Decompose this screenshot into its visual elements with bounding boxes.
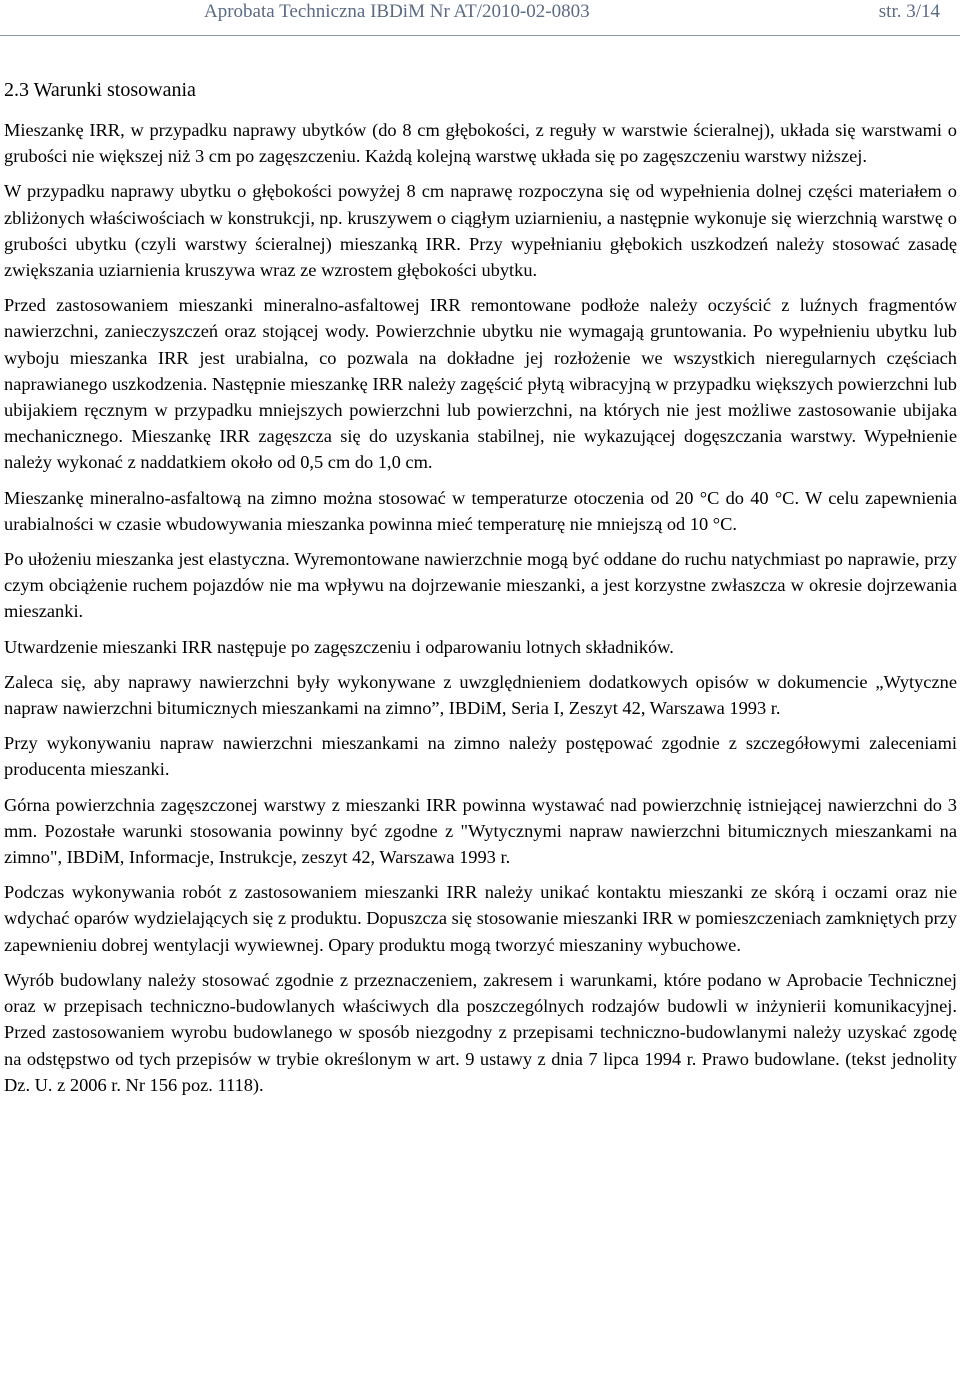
paragraph: Mieszankę IRR, w przypadku naprawy ubytków (do 8 cm głębokości, z reguły w warstwie ścieralnej), układa się warstwami o grubości nie większej niż 3 cm po zagęszczeniu. Każdą kolejną warstwę układa się po zagęszczeniu warstwy niższej. <box>4 120 957 167</box>
paragraph: Podczas wykonywania robót z zastosowaniem mieszanki IRR należy unikać kontaktu mieszanki ze skórą i oczami oraz nie wdychać oparów wydzielających się z produktu. Dopuszcza się stosowanie mieszanki IRR w pomieszczeniach zamkniętych przy zapewnieniu dobrej wentylacji wywiewnej. Opary produktu mogą tworzyć mieszaniny wybuchowe. <box>4 882 957 955</box>
paragraph: Górna powierzchnia zagęszczonej warstwy z mieszanki IRR powinna wystawać nad powierzchnię istniejącej nawierzchni do 3 mm. Pozostałe warunki stosowania powinny być zgodne z "Wytycznymi napraw nawierzchni bitumicznych mieszankami na zimno", IBDiM, Informacje, Instrukcje, zeszyt 42, Warszawa 1993 r. <box>4 794 957 868</box>
paragraph: Wyrób budowlany należy stosować zgodnie z przeznaczeniem, zakresem i warunkami, które podano w Aprobacie Technicznej oraz w przepisach techniczno-budowlanych właściwych dla poszczególnych rodzajów budowli w inżynierii komunikacyjnej. Przed zastosowaniem wyrobu budowlanego w sposób niezgodny z przepisami techniczno-budowlanymi należy uzyskać zgodę na odstępstwo od tych przepisów w trybie określonym w art. 9 ustawy z dnia 7 lipca 1994 r. Prawo budowlane. (tekst jednolity Dz. U. z 2006 r. Nr 156 poz. 1118). <box>4 969 957 1095</box>
header-title: Aprobata Techniczna IBDiM Nr AT/2010-02-0803 <box>204 1 590 22</box>
paragraph: Po ułożeniu mieszanka jest elastyczna. Wyremontowane nawierzchnie mogą być oddane do ruchu natychmiast po naprawie, przy czym obciążenie ruchem pojazdów nie ma wpływu na dojrzewanie mieszanki, a jest korzystne zwłaszcza w okresie dojrzewania mieszanki. <box>4 549 957 622</box>
page-number: str. 3/14 <box>878 1 940 22</box>
page-header <box>0 0 960 36</box>
paragraph: W przypadku naprawy ubytku o głębokości powyżej 8 cm naprawę rozpoczyna się od wypełnienia dolnej części materiałem o zbliżonych właściwościach w konstrukcji, np. kruszywem o ciągłym uziarnieniu, a następnie wykonuje się wierzchnią warstwę o grubości ubytku (czyli warstwy ścieralnej) mieszanką IRR. Przy wypełnianiu głębokich uszkodzeń należy stosować zasadę zwiększania uziarnienia kruszywa wraz ze wzrostem głębokości ubytku. <box>4 181 957 281</box>
paragraph: Zaleca się, aby naprawy nawierzchni były wykonywane z uwzględnieniem dodatkowych opisów w dokumencie „Wytyczne napraw nawierzchni bitumicznych mieszankami na zimno”, IBDiM, Seria I, Zeszyt 42, Warszawa 1993 r. <box>4 671 957 719</box>
paragraph: Mieszankę mineralno-asfaltową na zimno można stosować w temperaturze otoczenia od 20 °C do 40 °C. W celu zapewnienia urabialności w czasie wbudowywania mieszanka powinna mieć temperaturę nie mniejszą od 10 °C. <box>4 487 957 534</box>
section-heading: 2.3 Warunki stosowania <box>4 79 196 101</box>
paragraph: Przy wykonywaniu napraw nawierzchni mieszankami na zimno należy postępować zgodnie z szczegółowymi zaleceniami producenta mieszanki. <box>4 733 957 780</box>
page-content <box>4 76 957 1107</box>
paragraph: Przed zastosowaniem mieszanki mineralno-asfaltowej IRR remontowane podłoże należy oczyścić z luźnych fragmentów nawierzchni, zanieczyszczeń oraz stojącej wody. Powierzchnie ubytku nie wymagają gruntowania. Po wypełnieniu ubytku lub wyboju mieszanka IRR jest urabialna, co pozwala na dokładne jej rozłożenie we wszystkich nieregularnych częściach naprawianego uszkodzenia. Następnie mieszankę IRR należy zagęścić płytą wibracyjną w przypadku większych powierzchni lub ubijakiem ręcznym w przypadku mniejszych powierzchni lub powierzchni, na których nie jest możliwe zastosowanie ubijaka mechanicznego. Mieszankę IRR zagęszcza się do uzyskania stabilnej, nie wykazującej dogęszczania warstwy. Wypełnienie należy wykonać z naddatkiem około od 0,5 cm do 1,0 cm. <box>4 295 957 473</box>
paragraph: Utwardzenie mieszanki IRR następuje po zagęszczeniu i odparowaniu lotnych składników. <box>4 636 674 657</box>
